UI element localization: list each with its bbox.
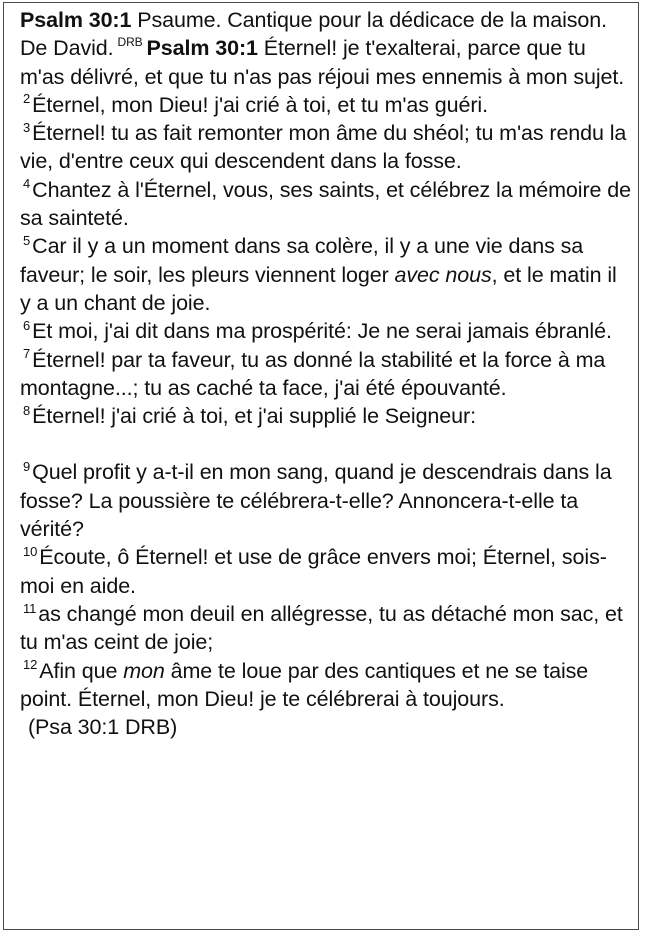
verse-8 xyxy=(20,402,632,430)
verse-text: Éternel! j'ai crié à toi, et j'ai supplié le Seigneur: xyxy=(32,404,476,429)
verse-10 xyxy=(20,543,632,600)
superscription-text: Psaume. Cantique pour la dédicace de la maison. De David. xyxy=(20,8,608,61)
verse-number: 8 xyxy=(23,402,31,418)
verse-6 xyxy=(20,317,632,345)
verse-text: Et moi, j'ai dit dans ma prospérité: Je ne serai jamais ébranlé. xyxy=(32,319,612,344)
verse-text: Afin que xyxy=(39,658,124,683)
verse-number: 7 xyxy=(23,346,31,362)
verse-number: 9 xyxy=(23,459,31,475)
verse-number: 10 xyxy=(23,543,38,559)
verse-5 xyxy=(20,232,632,317)
citation: (Psa 30:1 DRB) xyxy=(28,715,178,740)
ref-label-verse: Psalm 30:1 xyxy=(146,36,258,61)
verse-11 xyxy=(20,600,632,657)
verse-number: 4 xyxy=(23,176,31,192)
verse-text: Car il y a un moment dans sa colère, il y a une vie dans sa faveur; le soir, les pleurs viennent loger xyxy=(20,234,584,287)
verse-3 xyxy=(20,119,632,176)
verse-number: 5 xyxy=(23,232,31,248)
ref-label: Psalm 30:1 xyxy=(20,8,132,32)
verse-number: 12 xyxy=(23,657,38,673)
verse-4 xyxy=(20,176,632,233)
psalm-text xyxy=(20,6,632,741)
verse-text: âme te loue par des cantiques et ne se taise point. Éternel, mon Dieu! je te célébrerai à toujours. xyxy=(20,658,589,711)
document-frame xyxy=(3,2,639,930)
verse-2 xyxy=(20,91,632,119)
verse-text: Écoute, ô Éternel! et use de grâce envers moi; Éternel, sois-moi en aide. xyxy=(20,545,607,598)
verse-text: Éternel! par ta faveur, tu as donné la stabilité et la force à ma montagne...; tu as caché ta face, j'ai été épouvanté. xyxy=(20,347,606,400)
verse-italic-text: avec nous xyxy=(394,262,492,287)
verse-text: as changé mon deuil en allégresse, tu as détaché mon sac, et tu m'as ceint de joie; xyxy=(20,601,623,655)
verse-1-text: Éternel! je t'exalterai, parce que tu m'as délivré, et que tu n'as pas réjoui mes ennemis à mon sujet. xyxy=(20,36,625,89)
verse-number: 3 xyxy=(23,119,31,135)
verse-number: 2 xyxy=(23,91,31,107)
verse-7 xyxy=(20,346,632,403)
verse-9 xyxy=(20,458,632,543)
verse-text: , et le matin il y a un chant de joie. xyxy=(20,262,617,315)
verse-number: 11 xyxy=(23,600,37,616)
verse-italic-text: mon xyxy=(123,658,165,683)
source-tag: DRB xyxy=(117,35,143,50)
verse-text: Quel profit y a-t-il en mon sang, quand je descendrais dans la fosse? La poussière te célébrera-t-elle? Annoncera-t-elle ta vérité? xyxy=(20,460,612,542)
verse-12 xyxy=(20,657,632,714)
verse-text: Éternel! tu as fait remonter mon âme du shéol; tu m'as rendu la vie, d'entre ceux qui descendent dans la fosse. xyxy=(20,121,627,174)
verse-text: Éternel, mon Dieu! j'ai crié à toi, et tu m'as guéri. xyxy=(32,92,488,117)
verse-1 xyxy=(20,6,632,91)
verse-text: Chantez à l'Éternel, vous, ses saints, et célébrez la mémoire de sa sainteté. xyxy=(20,177,631,231)
verse-number: 6 xyxy=(23,317,31,333)
